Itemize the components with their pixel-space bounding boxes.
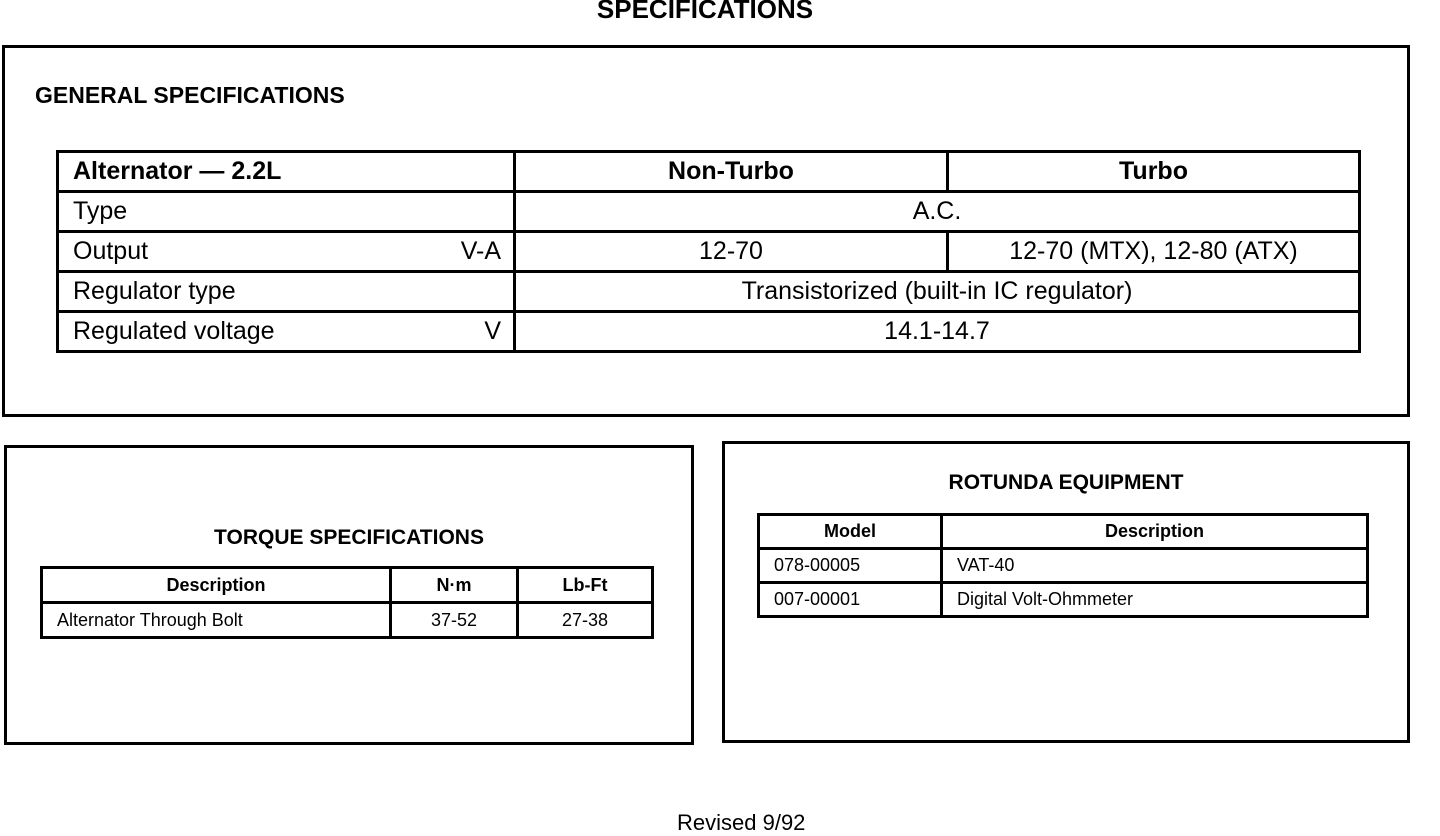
torque-nm-cell: 37-52 (391, 603, 518, 638)
table-header-row (42, 568, 653, 603)
table-row (58, 192, 1360, 232)
page-title: SPECIFICATIONS (596, 0, 814, 24)
model-cell: 007-00001 (759, 583, 942, 617)
torque-specifications-heading: TORQUE SPECIFICATIONS (214, 526, 484, 549)
regulated-voltage-value-cell: 14.1-14.7 (515, 312, 1360, 352)
table-header-row (58, 152, 1360, 192)
table-row (58, 312, 1360, 352)
revision-note: Revised 9/92 (677, 810, 806, 835)
table-row (58, 272, 1360, 312)
column-header-description: Description (942, 515, 1368, 549)
torque-spec-table (40, 566, 654, 639)
row-unit: V (484, 317, 501, 345)
row-label: Regulated voltage (73, 317, 275, 345)
output-non-turbo-cell: 12-70 (515, 232, 948, 272)
column-header-model: Model (759, 515, 942, 549)
table-row (42, 603, 653, 638)
type-value-cell: A.C. (515, 192, 1360, 232)
row-label-cell (58, 312, 515, 352)
row-unit: V-A (460, 237, 501, 265)
table-row (58, 232, 1360, 272)
row-label: Type (73, 197, 128, 225)
torque-lbft-cell: 27-38 (518, 603, 653, 638)
alternator-header-cell: Alternator — 2.2L (58, 152, 515, 192)
rotunda-equipment-heading: ROTUNDA EQUIPMENT (948, 471, 1184, 494)
row-label-cell (58, 192, 515, 232)
row-label: Regulator type (73, 277, 236, 305)
torque-specifications-panel (4, 445, 694, 745)
output-turbo-cell: 12-70 (MTX), 12-80 (ATX) (948, 232, 1360, 272)
rotunda-equipment-panel (722, 441, 1410, 743)
row-label-cell (58, 232, 515, 272)
general-specifications-panel (2, 45, 1410, 417)
equipment-description-cell: Digital Volt-Ohmmeter (942, 583, 1368, 617)
table-row (759, 549, 1368, 583)
equipment-description-cell: VAT-40 (942, 549, 1368, 583)
non-turbo-header-cell: Non-Turbo (515, 152, 948, 192)
row-label: Output (73, 237, 149, 265)
general-specifications-heading: GENERAL SPECIFICATIONS (35, 82, 345, 108)
model-cell: 078-00005 (759, 549, 942, 583)
table-row (759, 583, 1368, 617)
column-header-lbft: Lb-Ft (518, 568, 653, 603)
alternator-spec-table (56, 150, 1361, 353)
rotunda-equipment-table (757, 513, 1369, 618)
torque-description-cell: Alternator Through Bolt (42, 603, 391, 638)
regulator-type-value-cell: Transistorized (built-in IC regulator) (515, 272, 1360, 312)
turbo-header-cell: Turbo (948, 152, 1360, 192)
column-header-description: Description (42, 568, 391, 603)
table-header-row (759, 515, 1368, 549)
column-header-nm: N·m (391, 568, 518, 603)
row-label-cell (58, 272, 515, 312)
